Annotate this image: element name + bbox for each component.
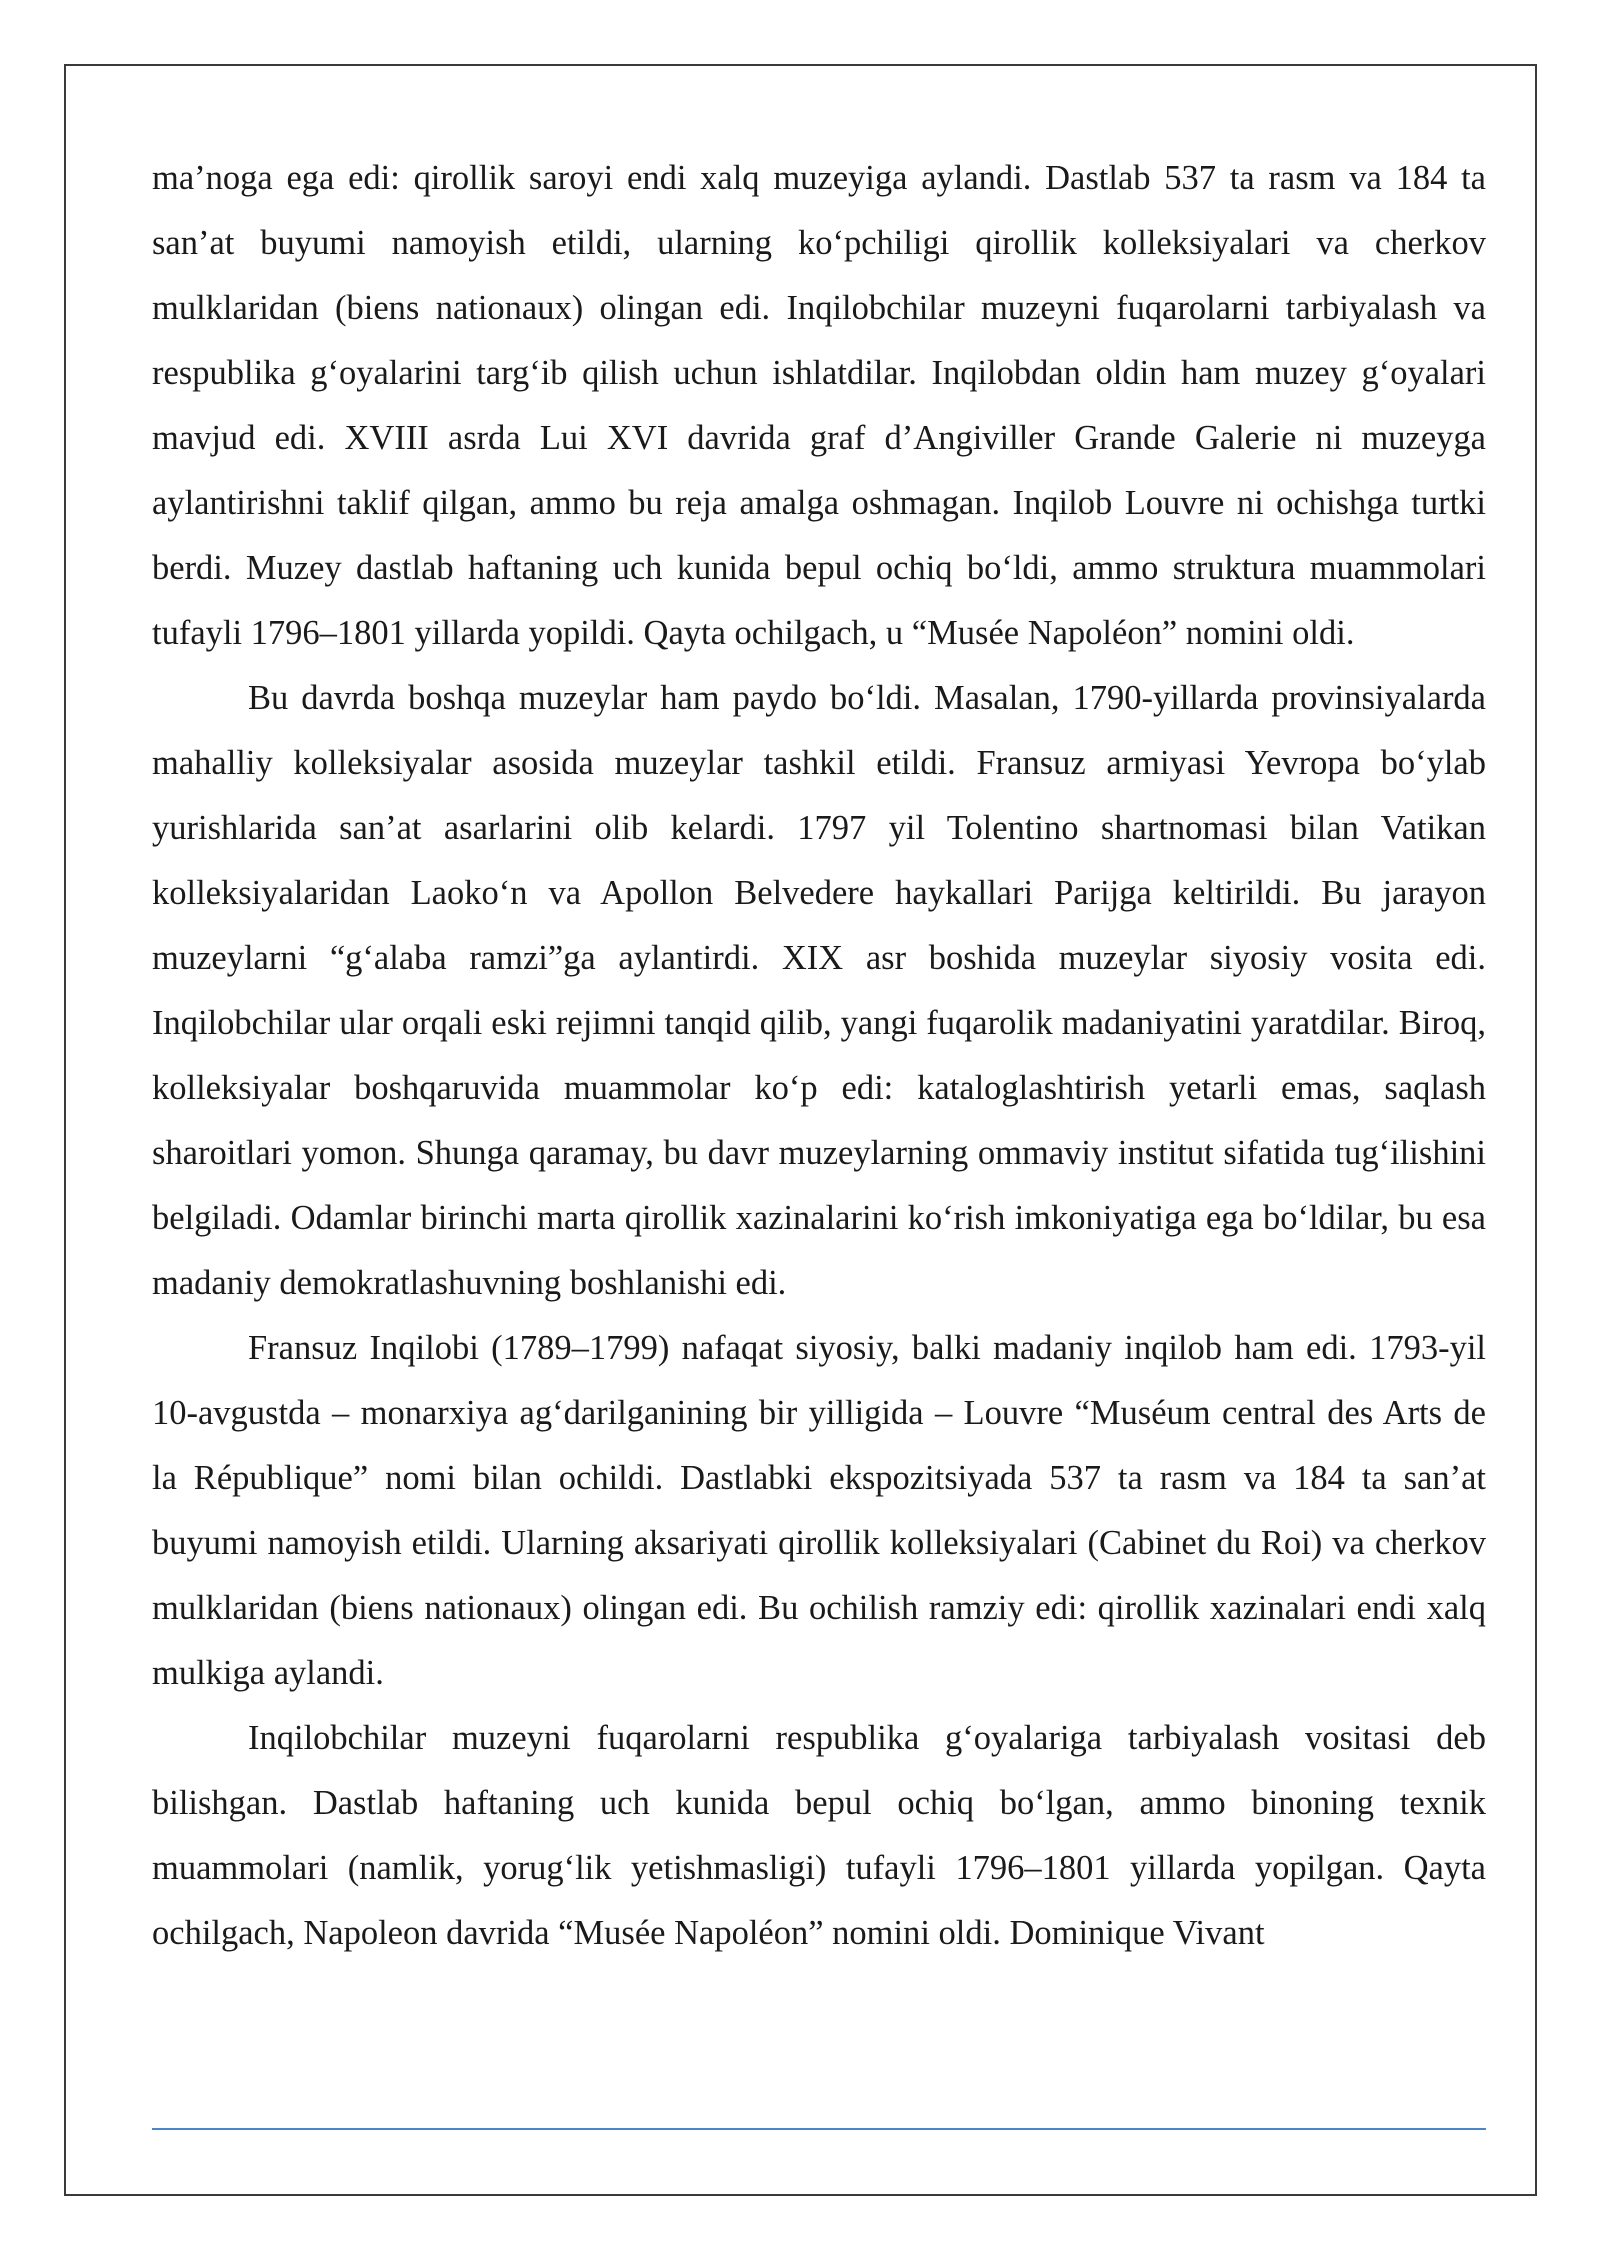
paragraph-2: Bu davrda boshqa muzeylar ham paydo bo‘ldi. Masalan, 1790-yillarda provinsiyalarda mahalliy kolleksiyalar asosida muzeylar tashkil etildi. Fransuz armiyasi Yevropa bo‘ylab yurishlarida san’at asarlarini olib kelardi. 1797 yil Tolentino shartnomasi bilan Vatikan kolleksiyalaridan Laoko‘n va Apollon Belvedere haykallari Parijga keltirildi. Bu jarayon muzeylarni “g‘alaba ramzi”ga aylantirdi. XIX asr boshida muzeylar siyosiy vosita edi. Inqilobchilar ular orqali eski rejimni tanqid qilib, yangi fuqarolik madaniyatini yaratdilar. Biroq, kolleksiyalar boshqaruvida muammolar ko‘p edi: kataloglashtirish yetarli emas, saqlash sharoitlari yomon. Shunga qaramay, bu davr muzeylarning ommaviy institut sifatida tug‘ilishini belgiladi. Odamlar birinchi marta qirollik xazinalarini ko‘rish imkoniyatiga ega bo‘ldilar, bu esa madaniy demokratlashuvning boshlanishi edi.	[152, 679, 1486, 1302]
paragraph-4: Inqilobchilar muzeyni fuqarolarni respublika g‘oyalariga tarbiyalash vositasi deb bilishgan. Dastlab haftaning uch kunida bepul ochiq bo‘lgan, ammo binoning texnik muammolari (namlik, yorug‘lik yetishmasligi) tufayli 1796–1801 yillarda yopilgan. Qayta ochilgach, Napoleon davrida “Musée Napoléon” nomini oldi. Dominique Vivant	[152, 1719, 1486, 1952]
document-body	[152, 146, 1486, 1966]
footer-divider	[152, 2128, 1486, 2130]
paragraph-1: ma’noga ega edi: qirollik saroyi endi xalq muzeyiga aylandi. Dastlab 537 ta rasm va 184 ta san’at buyumi namoyish etildi, ularning ko‘pchiligi qirollik kolleksiyalari va cherkov mulklaridan (biens nationaux) olingan edi. Inqilobchilar muzeyni fuqarolarni tarbiyalash va respublika g‘oyalarini targ‘ib qilish uchun ishlatdilar. Inqilobdan oldin ham muzey g‘oyalari mavjud edi. XVIII asrda Lui XVI davrida graf d’Angiviller Grande Galerie ni muzeyga aylantirishni taklif qilgan, ammo bu reja amalga oshmagan. Inqilob Louvre ni ochishga turtki berdi. Muzey dastlab haftaning uch kunida bepul ochiq bo‘ldi, ammo struktura muammolari tufayli 1796–1801 yillarda yopildi. Qayta ochilgach, u “Musée Napoléon” nomini oldi.	[152, 159, 1486, 652]
paragraph-3: Fransuz Inqilobi (1789–1799) nafaqat siyosiy, balki madaniy inqilob ham edi. 1793-yil 10-avgustda – monarxiya ag‘darilganining bir yilligida – Louvre “Muséum central des Arts de la République” nomi bilan ochildi. Dastlabki ekspozitsiyada 537 ta rasm va 184 ta san’at buyumi namoyish etildi. Ularning aksariyati qirollik kolleksiyalari (Cabinet du Roi) va cherkov mulklaridan (biens nationaux) olingan edi. Bu ochilish ramziy edi: qirollik xazinalari endi xalq mulkiga aylandi.	[152, 1329, 1486, 1692]
